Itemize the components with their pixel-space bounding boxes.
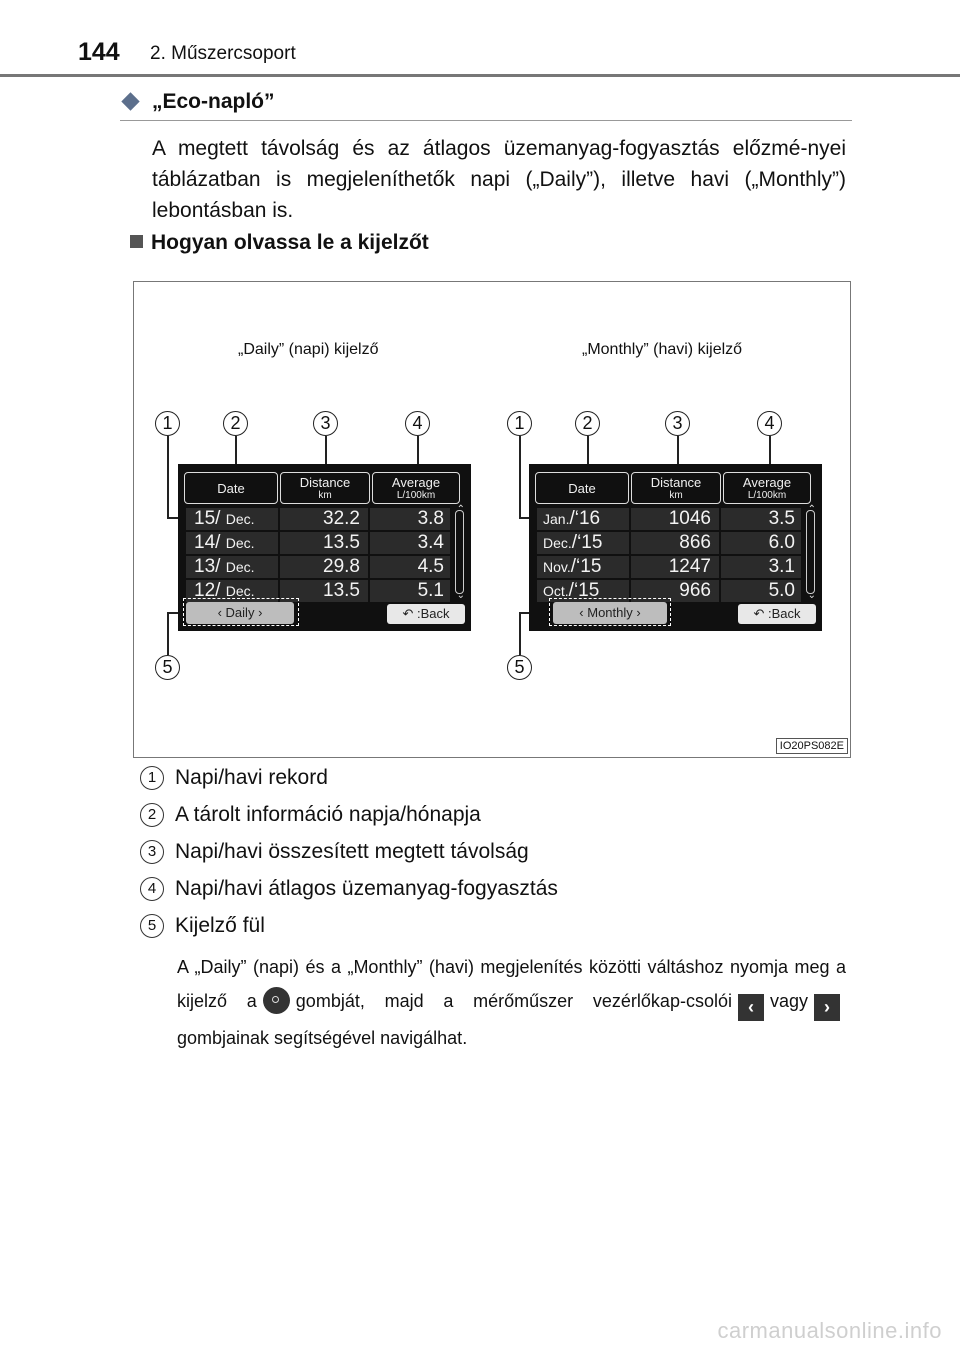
average-cell: 6.0 [721, 532, 801, 554]
figure-code: IO20PS082E [776, 738, 848, 754]
date-header: Date [184, 472, 278, 504]
callout-4: 4 [405, 411, 430, 436]
average-cell: 3.8 [370, 508, 450, 530]
date-cell: 12/ Dec. [186, 580, 278, 602]
distance-cell: 966 [631, 580, 719, 602]
scrollbar [455, 510, 464, 594]
daily-caption: „Daily” (napi) kijelző [238, 341, 379, 358]
average-cell: 3.1 [721, 556, 801, 578]
monthly-tab: ‹ Monthly › [553, 602, 667, 624]
scroll-up-icon: ⌃ [807, 504, 816, 515]
callout-3: 3 [313, 411, 338, 436]
scrollbar [806, 510, 815, 594]
scroll-down-icon: ⌄ [456, 590, 465, 601]
date-cell: Nov./‘15 [537, 556, 629, 578]
monthly-caption: „Monthly” (havi) kijelző [582, 341, 743, 358]
distance-header: Distance km [631, 472, 721, 504]
date-header: Date [535, 472, 629, 504]
legend-item: 5 Kijelző fül [140, 914, 265, 938]
callout-2: 2 [223, 411, 248, 436]
legend-item: 4 Napi/havi átlagos üzemanyag-fogyasztás [140, 877, 558, 901]
chevron-left-icon: ‹ [738, 994, 764, 1021]
intro-paragraph: A megtett távolság és az átlagos üzemanyag-fogyasztás előzmé-nyei táblázatban is megjeleníthetők napi („Daily”), illetve havi („Monthly”) lebontásban is. [152, 137, 846, 222]
callout-1: 1 [507, 411, 532, 436]
section-heading [120, 90, 852, 121]
callout-2: 2 [575, 411, 600, 436]
leader-line [519, 436, 521, 518]
scroll-up-icon: ⌃ [456, 504, 465, 515]
watermark: carmanualsonline.info [717, 1318, 942, 1343]
average-cell: 3.4 [370, 532, 450, 554]
average-cell: 5.0 [721, 580, 801, 602]
distance-cell: 29.8 [280, 556, 368, 578]
date-cell: 14/ Dec. [186, 532, 278, 554]
date-cell: Dec./‘15 [537, 532, 629, 554]
leader-line [167, 436, 169, 518]
header-rule [0, 74, 960, 77]
date-cell: Oct./‘15 [537, 580, 629, 602]
legend-item: 3 Napi/havi összesített megtett távolság [140, 840, 529, 864]
back-button: ↶ :Back [387, 604, 465, 624]
date-cell: Jan./‘16 [537, 508, 629, 530]
chevron-right-icon: › [814, 994, 840, 1021]
callout-3: 3 [665, 411, 690, 436]
note-paragraph: A „Daily” (napi) és a „Monthly” (havi) megjelenítés közötti váltáshoz nyomja meg a kijelző a gombját, majd a mérőműszer vezérlőkap-csolói ‹ vagy ›gombjainak segítségével navigálhat. [177, 957, 846, 1048]
monthly-screen [529, 464, 822, 631]
callout-4: 4 [757, 411, 782, 436]
distance-cell: 866 [631, 532, 719, 554]
average-header: Average L/100km [723, 472, 811, 504]
subsection-title: Hogyan olvassa le a kijelzőt [151, 231, 429, 254]
subsection-heading [130, 231, 429, 255]
page-number: 144 [78, 38, 120, 66]
chapter-title: 2. Műszercsoport [150, 43, 296, 64]
legend-item: 2 A tárolt információ napja/hónapja [140, 803, 481, 827]
daily-tab: ‹ Daily › [186, 602, 294, 624]
average-cell: 3.5 [721, 508, 801, 530]
date-cell: 15/ Dec. [186, 508, 278, 530]
callout-5: 5 [155, 655, 180, 680]
daily-screen [178, 464, 471, 631]
callout-5: 5 [507, 655, 532, 680]
distance-cell: 13.5 [280, 580, 368, 602]
distance-cell: 32.2 [280, 508, 368, 530]
distance-header: Distance km [280, 472, 370, 504]
legend-item: 1 Napi/havi rekord [140, 766, 328, 790]
average-header: Average L/100km [372, 472, 460, 504]
callout-1: 1 [155, 411, 180, 436]
leader-line [167, 612, 169, 655]
display-knob-icon [263, 987, 290, 1014]
leader-line [519, 612, 521, 655]
scroll-down-icon: ⌄ [807, 590, 816, 601]
distance-cell: 13.5 [280, 532, 368, 554]
diamond-bullet-icon [121, 92, 139, 110]
distance-cell: 1046 [631, 508, 719, 530]
back-button: ↶ :Back [738, 604, 816, 624]
section-title: „Eco-napló” [152, 90, 275, 113]
average-cell: 5.1 [370, 580, 450, 602]
average-cell: 4.5 [370, 556, 450, 578]
display-figure [133, 281, 851, 758]
square-bullet-icon [130, 235, 143, 248]
date-cell: 13/ Dec. [186, 556, 278, 578]
distance-cell: 1247 [631, 556, 719, 578]
